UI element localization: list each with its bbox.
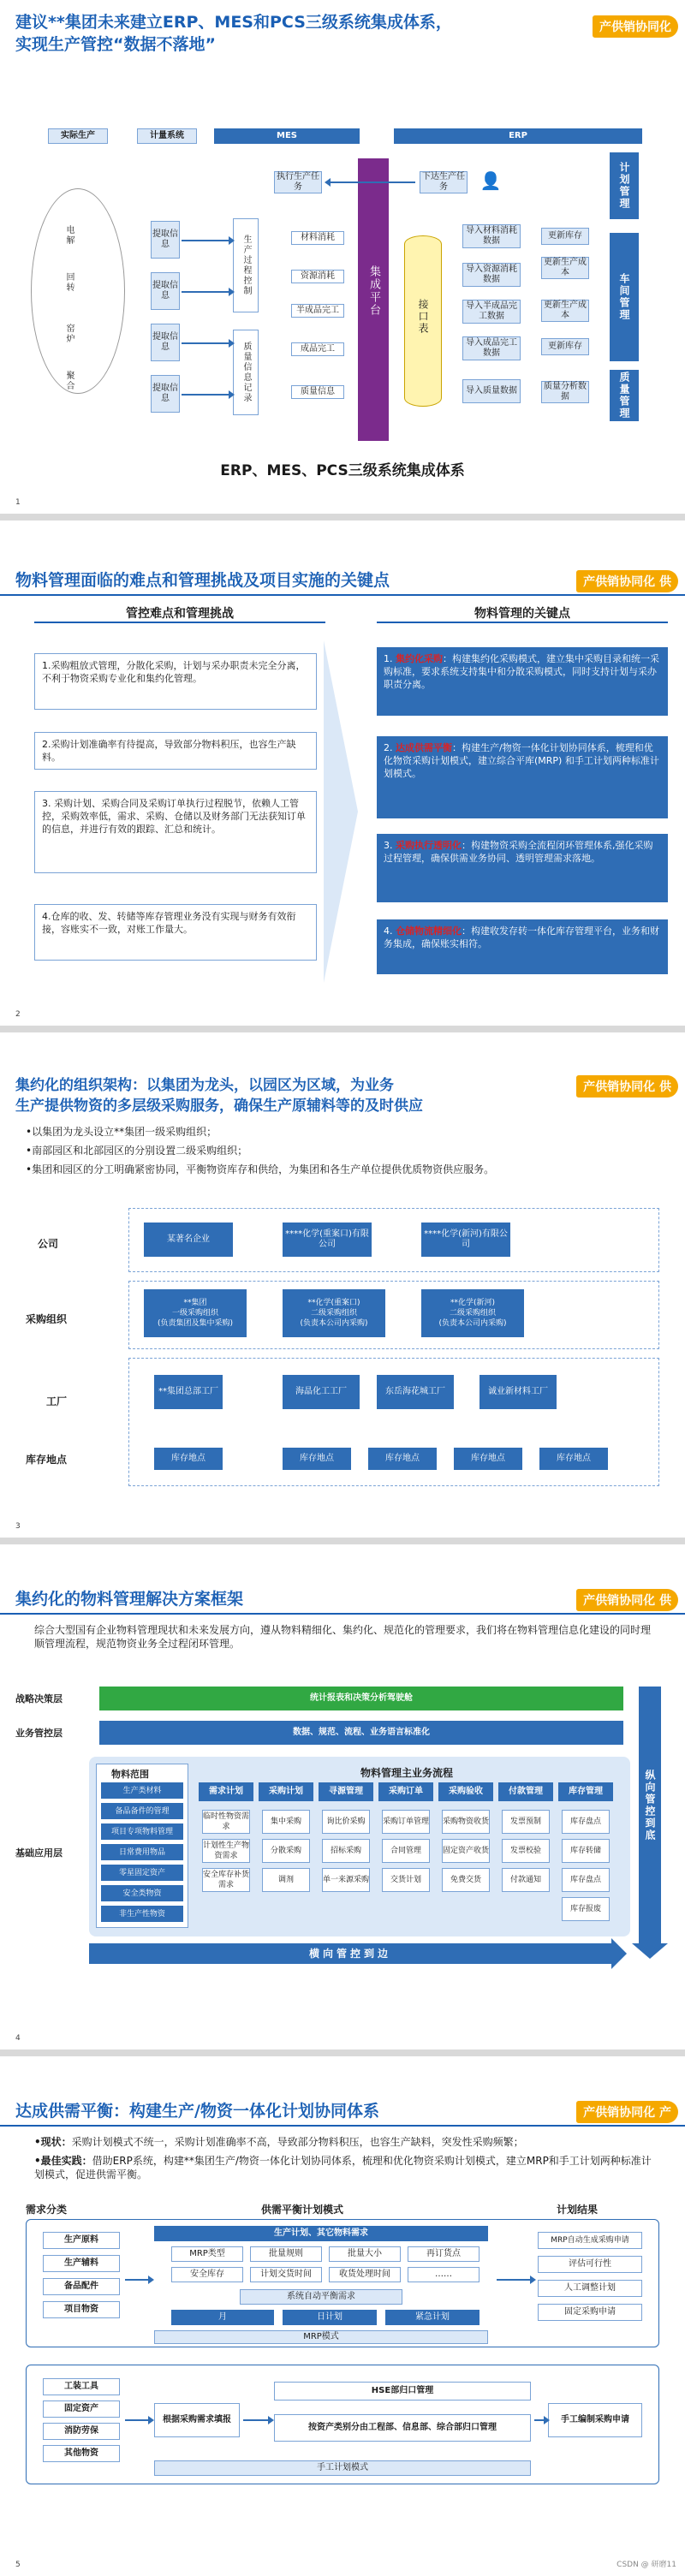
- demand-top-1: 生产原料: [43, 2232, 120, 2249]
- slide2-page-number: 2: [15, 1010, 21, 1019]
- actual-item-4: 聚合: [64, 371, 74, 391]
- header-metering: 计量系统: [137, 128, 197, 144]
- company-3: ****化学(新河)有限公司: [421, 1223, 510, 1257]
- company-2: ****化学(重案口)有限公司: [283, 1223, 372, 1257]
- erp-plan-mgmt: 计划管理: [610, 152, 639, 219]
- storage-3: 库存地点: [368, 1448, 437, 1470]
- watermark: CSDN @ 研磨11: [616, 2561, 676, 2569]
- slide3-bullet-1: •以集团为龙头设立**集团一级采购组织；: [26, 1126, 217, 1138]
- header-erp: ERP: [394, 128, 642, 144]
- erp-import-3: 导入半成品完工数据: [462, 300, 521, 324]
- difficulty-header: 管控难点和管理挑战: [126, 607, 234, 621]
- slide1-title-line1: 建议**集团未来建立ERP、MES和PCS三级系统集成体系，: [15, 13, 452, 32]
- mrp-r1-c1: MRP类型: [171, 2246, 243, 2262]
- demand-top-2: 生产辅料: [43, 2255, 120, 2272]
- slide5-badge-text: 产供销协同化: [583, 2106, 656, 2120]
- slide1-caption: ERP、MES、PCS三级系统集成体系: [220, 462, 465, 479]
- mrp-system-balance: 系统自动平衡需求: [240, 2289, 402, 2305]
- mes-quality: 质量信息: [291, 385, 344, 399]
- slide2-badge-icon: 供: [659, 575, 671, 589]
- mes-exec-task: 执行生产任务: [274, 171, 322, 193]
- status-label: •现状：: [34, 2136, 72, 2148]
- flow-step: 采购订单: [378, 1782, 433, 1801]
- keypoint-3-highlight: 采购执行透明化: [396, 840, 462, 851]
- storage-5: 库存地点: [539, 1448, 608, 1470]
- difficulty-3: 3. 采购计划、采购合同及采购订单执行过程脱节，依赖人工管控，采购效率低，需求、采购、仓储以及财务部门无法获知订单的信息，并进行有效的跟踪、汇总和统计。: [34, 791, 317, 873]
- mes-material: 材料消耗: [291, 231, 344, 245]
- range-item: 备品备件的管理: [101, 1803, 183, 1819]
- mrp-r2-c3: 收货处理时间: [329, 2267, 401, 2282]
- mrp-r1-c3: 批量大小: [329, 2246, 401, 2262]
- range-item: 零星固定资产: [101, 1865, 183, 1881]
- org-1: **集团 一级采购组织 (负责集团及集中采购): [144, 1289, 247, 1337]
- keypoint-1-num: 1.: [384, 653, 393, 664]
- slide1-badge: 产供销协同化: [593, 15, 678, 38]
- mrp-period-3: 紧急计划: [385, 2310, 480, 2325]
- storage-4: 库存地点: [454, 1448, 522, 1470]
- erp-update-3: 更新生产成本: [541, 300, 589, 322]
- range-item: 项目专项物料管理: [101, 1823, 183, 1840]
- flow-step: 采购验收: [438, 1782, 493, 1801]
- demand-bottom-4: 其他物资: [43, 2445, 120, 2462]
- slide2-badge: [576, 570, 678, 592]
- slide5-divider: [0, 2125, 685, 2127]
- flow-detail: 招标采购: [322, 1839, 370, 1863]
- practice-text: 借助ERP系统，构建**集团生产/物资一体化计划协同体系，梳理和优化物资采购计划模式，建立MRP和手工计划两种标准计划模式，促进供需平衡。: [34, 2155, 652, 2180]
- actual-item-3: 窑炉: [64, 324, 74, 344]
- flow-detail: 库存盘点: [562, 1868, 610, 1892]
- range-item: 安全类物资: [101, 1885, 183, 1901]
- result-2: 评估可行性: [538, 2256, 642, 2273]
- range-item: 日常费用物品: [101, 1844, 183, 1860]
- interface-label: 接口表: [417, 299, 429, 335]
- slide3-page-number: 3: [15, 1522, 21, 1531]
- erp-import-5: 导入质量数据: [462, 379, 521, 403]
- manual-mgmt: 按资产类别分由工程部、信息部、综合部归口管理: [274, 2414, 531, 2442]
- row-label-storage: 库存地点: [26, 1454, 68, 1466]
- storage-1: 库存地点: [154, 1448, 223, 1470]
- demand-bottom-3: 消防劳保: [43, 2423, 120, 2440]
- horizontal-label: 横向管控到边: [308, 1948, 391, 1960]
- keypoint-2: [377, 736, 668, 818]
- result-col-header: 计划结果: [557, 2204, 599, 2216]
- slide2-divider: [0, 594, 685, 596]
- keypoint-2-text: ：构建生产/物资一体化计划协同体系，梳理和优化物资采购计划模式，建立综合平库(MRP) 和手工计划两种标准计划模式。: [384, 742, 659, 779]
- company-1: 某著名企业: [144, 1223, 233, 1257]
- manual-result: 手工编制采购申请: [548, 2403, 642, 2437]
- keypoint-1-highlight: 集约化采购: [396, 653, 443, 664]
- vertical-label: 纵向管控到底: [644, 1770, 656, 1841]
- flow-detail: 合同管理: [382, 1839, 430, 1863]
- flow-detail: 临时性物资需求: [202, 1810, 250, 1834]
- keypoint-header: 物料管理的关键点: [474, 607, 570, 621]
- flow-detail: 询比价采购: [322, 1810, 370, 1834]
- demand-bottom-1: 工装工具: [43, 2378, 120, 2395]
- actual-item-1: 电解: [64, 225, 74, 246]
- erp-import-1: 导入材料消耗数据: [462, 224, 521, 248]
- flow-detail: 库存报废: [562, 1897, 610, 1921]
- keypoint-1-text: ：构建集约化采购模式，建立集中采购目录和统一采购标准，要求系统支持集中和分散采购模式，同时支持计划与采办职责分离。: [384, 653, 659, 690]
- manual-arrow-out: [534, 2419, 545, 2421]
- slide4-badge: [576, 1589, 678, 1611]
- flow-detail: 付款通知: [502, 1868, 550, 1892]
- flow-detail: 发票校验: [502, 1839, 550, 1863]
- keypoint-2-highlight: 达成供需平衡: [396, 742, 452, 753]
- slide3-bullet-2: •南部园区和北部园区的分别设置二级采购组织；: [26, 1145, 248, 1157]
- manual-hse: HSE部归口管理: [274, 2382, 531, 2400]
- metering-box-2: 提取信息: [151, 272, 180, 310]
- erp-import-2: 导入资源消耗数据: [462, 263, 521, 287]
- person-icon: 👤: [480, 170, 502, 191]
- erp-update-4: 更新库存: [541, 338, 589, 355]
- org-2: **化学(重案口) 二级采购组织 (负责本公司内采购): [283, 1289, 385, 1337]
- slide3-bullet-3: •集团和园区的分工明确紧密协同，平衡物资库存和供给，为集团和各生产单位提供优质物资供应服务。: [26, 1163, 495, 1175]
- slide5-status: [34, 2135, 659, 2149]
- demand-top-3: 备品配件: [43, 2278, 120, 2295]
- layer-strategy: 战略决策层: [15, 1693, 63, 1704]
- metering-box-4: 提取信息: [151, 375, 180, 413]
- flow-title: 物料管理主业务流程: [360, 1767, 453, 1779]
- plant-2: 海晶化工工厂: [283, 1375, 360, 1409]
- storage-2: 库存地点: [283, 1448, 351, 1470]
- header-actual: 实际生产: [48, 128, 108, 144]
- mrp-header: 生产计划、其它物料需求: [154, 2226, 488, 2241]
- slide5-practice: [34, 2154, 659, 2181]
- mrp-r2-c1: 安全库存: [171, 2267, 243, 2282]
- mrp-r1-c4: 再订货点: [408, 2246, 480, 2262]
- demand-top-4: 项目物资: [43, 2301, 120, 2318]
- result-4: 固定采购申请: [538, 2304, 642, 2321]
- manual-mode-label: 手工计划模式: [154, 2460, 531, 2476]
- mrp-arrow-in: [125, 2279, 149, 2281]
- keypoint-4-highlight: 仓储物流精细化: [396, 925, 462, 937]
- keypoint-3: [377, 834, 668, 902]
- slide4-badge-icon: 供: [659, 1594, 671, 1608]
- difficulty-1: 1.采购粗放式管理，分散化采购，计划与采办职责未完全分离，不利于物资采购专业化和集约化管理。: [34, 653, 317, 710]
- mrp-mode-label: MRP模式: [154, 2330, 488, 2344]
- erp-update-2: 更新生产成本: [541, 257, 589, 279]
- slide4-title: 集约化的物料管理解决方案框架: [15, 1590, 244, 1609]
- keypoint-4: [377, 919, 668, 974]
- erp-quality-mgmt: 质量管理: [610, 370, 639, 421]
- slide3-title-line1: 集约化的组织架构：以集团为龙头，以园区为区域，为业务: [15, 1077, 394, 1094]
- slide5-badge-icon: 产: [659, 2106, 671, 2120]
- control-bar: 数据、规范、流程、业务语言标准化: [99, 1721, 623, 1745]
- slide4-badge-text: 产供销协同化: [583, 1594, 656, 1608]
- erp-issue-task: 下达生产任务: [420, 171, 468, 193]
- row-label-org: 采购组织: [26, 1313, 68, 1325]
- manual-arrow-mid: [243, 2419, 269, 2421]
- slide5-title: 达成供需平衡：构建生产/物资一体化计划协同体系: [15, 2102, 379, 2121]
- arrow-3: [182, 342, 229, 344]
- transition-chevron: [324, 640, 358, 983]
- keypoint-4-num: 4.: [384, 925, 393, 937]
- slide4-intro: 综合大型国有企业物料管理现状和未来发展方向，遵从物料精细化、集约化、规范化的管理要求，我们将在物料管理信息化建设的同时理顺管理流程，规范物资业务全过程闭环管理。: [34, 1624, 652, 1650]
- flow-detail: 计划性生产物资需求: [202, 1839, 250, 1863]
- mes-resource: 资源消耗: [291, 270, 344, 283]
- plant-3: 东岳海花城工厂: [377, 1375, 454, 1409]
- slide1-page-number: 1: [15, 498, 21, 507]
- row-label-company: 公司: [38, 1238, 59, 1250]
- keypoint-4-text: ：构建收发存转一体化库存管理平台，业务和财务集成，确保账实相符。: [384, 925, 659, 949]
- flow-step: 需求计划: [199, 1782, 253, 1801]
- vertical-arrow-head: [632, 1943, 668, 1959]
- keypoint-2-num: 2.: [384, 742, 393, 753]
- mode-col-header: 供需平衡计划模式: [261, 2204, 344, 2216]
- slide-2: [0, 521, 685, 1026]
- actual-production-group: [31, 188, 125, 394]
- demand-col-header: 需求分类: [26, 2204, 68, 2216]
- result-1: MRP自动生成采购申请: [538, 2232, 642, 2249]
- mrp-arrow-out: [497, 2279, 531, 2281]
- slide-4: [0, 1544, 685, 2049]
- difficulty-underline: [34, 622, 325, 623]
- flow-step: 库存管理: [558, 1782, 613, 1801]
- flow-detail: 库存转储: [562, 1839, 610, 1863]
- mrp-r2-c2: 计划交货时间: [250, 2267, 322, 2282]
- slide-1: [0, 0, 685, 514]
- slide3-badge-icon: 供: [659, 1080, 671, 1094]
- integration-label: 集成平台: [367, 265, 380, 317]
- manual-arrow-in: [125, 2419, 149, 2421]
- difficulty-4: 4.仓库的收、发、转储等库存管理业务没有实现与财务有效衔接，容账实不一致，对账工作量大。: [34, 904, 317, 961]
- mes-process-control: 生产过程控制: [233, 218, 259, 312]
- range-item: 非生产性物资: [101, 1906, 183, 1922]
- metering-box-1: 提取信息: [151, 221, 180, 259]
- flow-detail: 调剂: [262, 1868, 310, 1892]
- flow-step: 采购计划: [259, 1782, 313, 1801]
- flow-detail: 分散采购: [262, 1839, 310, 1863]
- slide3-title-line2: 生产提供物资的多层级采购服务，确保生产原辅料等的及时供应: [15, 1098, 423, 1115]
- slide-3: [0, 1032, 685, 1538]
- mrp-period-2: 日计划: [283, 2310, 377, 2325]
- layer-basic: 基础应用层: [15, 1847, 63, 1859]
- erp-import-4: 导入成品完工数据: [462, 336, 521, 360]
- arrow-2: [182, 291, 229, 293]
- plant-1: **集团总部工厂: [154, 1375, 223, 1409]
- keypoint-3-text: ：构建物资采购全流程闭环管理体系,强化采购过程管理，确保供需业务协同、透明管理需求落地。: [384, 840, 653, 864]
- metering-box-3: 提取信息: [151, 324, 180, 361]
- slide5-page-number: 5: [15, 2561, 21, 2569]
- flow-detail: 发票预制: [502, 1810, 550, 1834]
- erp-workshop-mgmt: 车间管理: [610, 233, 639, 361]
- flow-step: 寻源管理: [319, 1782, 373, 1801]
- difficulty-2: 2.采购计划准确率有待提高，导致部分物料积压，也容生产缺料。: [34, 732, 317, 770]
- arrow-5: [330, 181, 415, 183]
- slide3-badge-text: 产供销协同化: [583, 1080, 656, 1094]
- slide3-badge: [576, 1075, 678, 1098]
- flow-detail: 交货计划: [382, 1868, 430, 1892]
- slide-5: [0, 2056, 685, 2576]
- flow-detail: 免费交货: [442, 1868, 490, 1892]
- row-label-plant: 工厂: [46, 1395, 68, 1407]
- mrp-r1-c2: 批量规则: [250, 2246, 322, 2262]
- status-text: 采购计划模式不统一，采购计划准确率不高，导致部分物料积压，也容生产缺料，突发性采购频繁；: [71, 2136, 524, 2148]
- slide1-title-line2: 实现生产管控“数据不落地”: [15, 35, 216, 54]
- erp-update-5: 质量分析数据: [541, 381, 589, 403]
- slide4-divider: [0, 1613, 685, 1615]
- flow-detail: 采购订单管理: [382, 1810, 430, 1834]
- mes-quality-record: 质量信息记录: [233, 330, 259, 415]
- mrp-r2-c4: ……: [408, 2267, 480, 2282]
- flow-detail: 安全库存补货需求: [202, 1868, 250, 1892]
- keypoint-1: [377, 647, 668, 716]
- flow-detail: 固定资产收货: [442, 1839, 490, 1863]
- mes-semi: 半成品完工: [291, 304, 344, 318]
- erp-update-1: 更新库存: [541, 228, 589, 245]
- layer-control: 业务管控层: [15, 1728, 63, 1739]
- demand-bottom-2: 固定资产: [43, 2400, 120, 2418]
- flow-detail: 单一来源采购: [322, 1868, 370, 1892]
- strategy-bar: 统计报表和决策分析驾驶舱: [99, 1687, 623, 1710]
- keypoint-underline: [377, 622, 668, 623]
- practice-label: •最佳实践：: [34, 2155, 92, 2167]
- flow-detail: 集中采购: [262, 1810, 310, 1834]
- header-mes: MES: [214, 128, 360, 144]
- horizontal-arrow-head: [611, 1938, 627, 1969]
- plant-4: 诚业新材料工厂: [480, 1375, 557, 1409]
- slide5-badge: [576, 2101, 678, 2123]
- slide2-badge-text: 产供销协同化: [583, 575, 656, 589]
- keypoint-3-num: 3.: [384, 840, 393, 851]
- flow-detail: 库存盘点: [562, 1810, 610, 1834]
- actual-item-2: 回转: [64, 272, 74, 293]
- mes-finished: 成品完工: [291, 342, 344, 356]
- slide2-title: 物料管理面临的难点和管理挑战及项目实施的关键点: [15, 571, 390, 590]
- org-3: **化学(新河) 二级采购组织 (负责本公司内采购): [421, 1289, 524, 1337]
- flow-detail: 采购物资收货: [442, 1810, 490, 1834]
- mrp-period-1: 月: [171, 2310, 274, 2325]
- range-item: 生产类材料: [101, 1782, 183, 1799]
- range-title: 物料范围: [111, 1769, 149, 1780]
- result-3: 人工调整计划: [538, 2280, 642, 2297]
- arrow-1: [182, 240, 229, 241]
- manual-submit: 根据采购需求填报: [154, 2403, 240, 2437]
- arrow-4: [182, 394, 229, 396]
- flow-step: 付款管理: [498, 1782, 553, 1801]
- slide4-page-number: 4: [15, 2034, 21, 2043]
